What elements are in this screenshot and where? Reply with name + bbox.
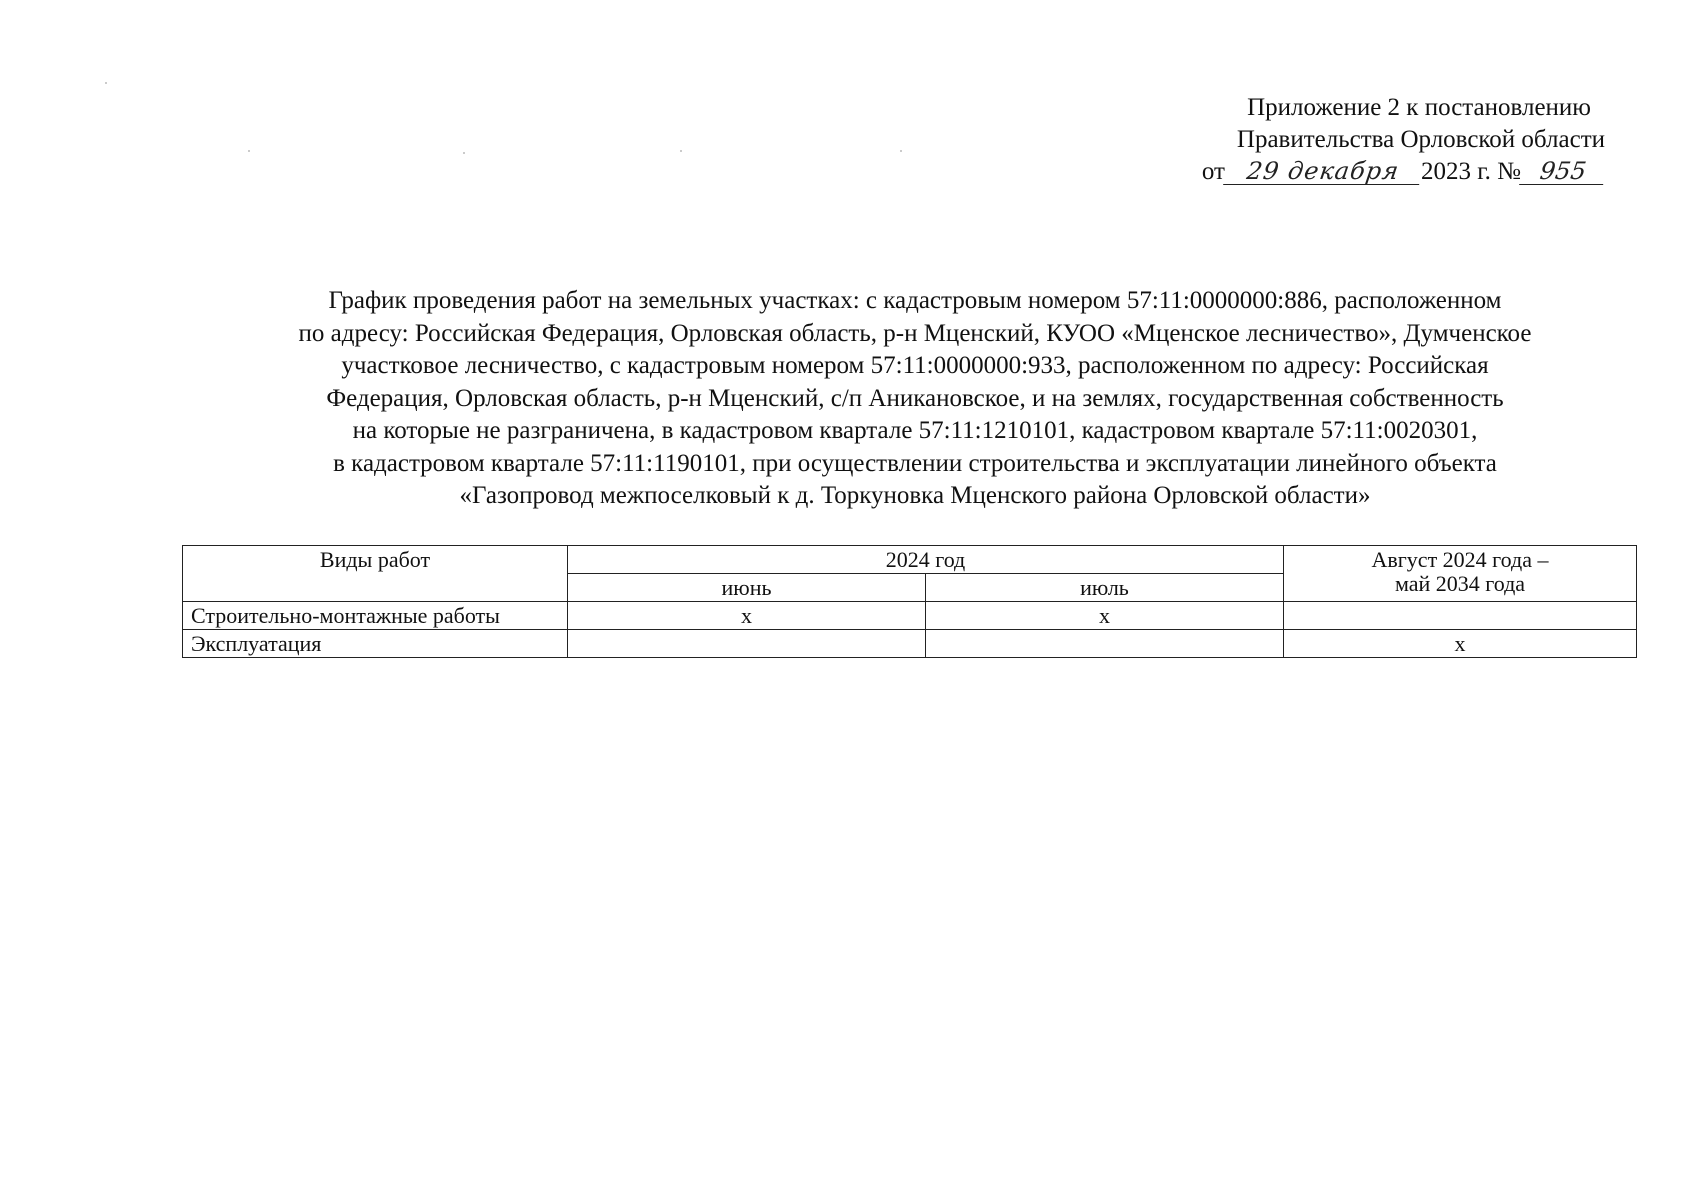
title-line: Федерация, Орловская область, р-н Мценский, с/п Аникановское, и на землях, государственная собственность: [326, 384, 1504, 412]
row-july-mark: [926, 630, 1284, 658]
row-june-mark: х: [568, 602, 926, 630]
title-line: на которые не разграничена, в кадастровом квартале 57:11:1210101, кадастровом квартале 57:11:0020301,: [352, 417, 1478, 444]
scan-speck: [900, 150, 902, 152]
scan-speck: [105, 82, 107, 84]
title-line: в кадастровом квартале 57:11:1190101, при осуществлении строительства и эксплуатации линейного объекта: [333, 449, 1497, 477]
handwritten-date: 29 декабря: [1223, 158, 1423, 185]
header-period-line-1: Август 2024 года –: [1371, 547, 1549, 572]
header-period: [1284, 546, 1637, 602]
header-period-line-2: май 2034 года: [1394, 571, 1526, 596]
appendix-year: 2023 г. №: [1420, 158, 1521, 185]
row-june-mark: [568, 630, 926, 658]
row-period-mark: [1284, 602, 1637, 630]
header-year: 2024 год: [568, 546, 1284, 574]
title-line: по адресу: Российская Федерация, Орловская область, р-н Мценский, КУОО «Мценское лесничество», Думченское: [298, 319, 1532, 347]
handwritten-number: 955: [1519, 158, 1607, 185]
scan-speck: [680, 150, 682, 152]
appendix-header: [1045, 92, 1605, 188]
row-work-type: Эксплуатация: [183, 630, 568, 658]
title-line: График проведения работ на земельных участках: с кадастровым номером 57:11:0000000:886, расположенном: [328, 287, 1502, 314]
appendix-line-2: Правительства Орловской области: [1236, 126, 1605, 153]
row-period-mark: х: [1284, 630, 1637, 658]
schedule-table: [182, 545, 1637, 658]
header-month-june: июнь: [568, 574, 926, 602]
table-row: [183, 630, 1637, 658]
row-work-type: Строительно-монтажные работы: [183, 602, 568, 630]
scan-speck: [248, 150, 250, 152]
table-row: [183, 602, 1637, 630]
appendix-prefix: от: [1201, 158, 1225, 185]
table-header-row: [183, 546, 1637, 574]
appendix-line-1: Приложение 2 к постановлению: [1247, 94, 1591, 121]
appendix-line-3: [1045, 156, 1605, 188]
title-line: «Газопровод межпоселковый к д. Торкуновка Мценского района Орловской области»: [459, 482, 1371, 509]
document-title: [185, 285, 1645, 513]
header-month-july: июль: [926, 574, 1284, 602]
header-work-type: Виды работ: [183, 546, 568, 602]
scan-speck: [463, 152, 465, 154]
row-july-mark: х: [926, 602, 1284, 630]
title-line: участковое лесничество, с кадастровым номером 57:11:0000000:933, расположенном по адресу: Российская: [341, 352, 1489, 379]
